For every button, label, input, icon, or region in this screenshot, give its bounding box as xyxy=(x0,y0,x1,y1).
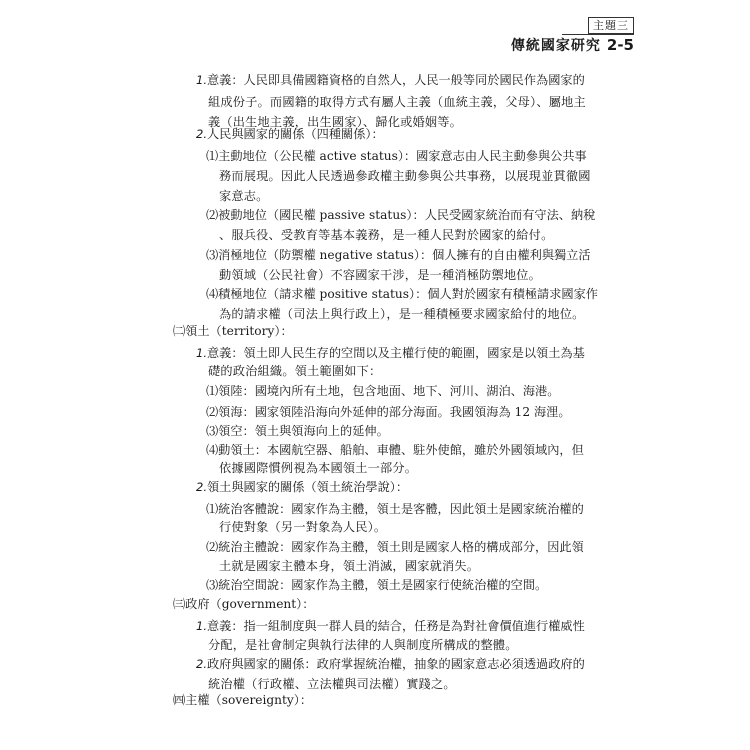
text-line xyxy=(219,458,417,478)
line-text: 統治權（行政權、立法權與司法權）實踐之。 xyxy=(208,677,456,691)
item-number: 2. xyxy=(196,657,207,671)
line-text: 領土與國家的關係（領土統治學說）： xyxy=(206,480,409,494)
section-heading xyxy=(173,594,314,614)
line-text: ⑶消極地位（防禦權 negative status）：個人擁有的自由權利與獨立活 xyxy=(206,248,591,262)
text-line xyxy=(206,440,584,460)
text-line xyxy=(208,361,381,381)
page-number: 2-5 xyxy=(606,36,634,54)
text-line xyxy=(196,70,585,90)
item-number: 2. xyxy=(196,127,207,141)
line-text: 政府與國家的關係：政府掌握統治權，抽象的國家意志必須透過政府的 xyxy=(206,657,585,671)
line-text: ㈢政府（government）： xyxy=(173,597,315,611)
text-line xyxy=(206,146,587,166)
line-text: 動領域（公民社會）不容國家干涉，是一種消極防禦地位。 xyxy=(219,268,542,282)
chapter-title: 傳統國家研究 xyxy=(510,38,601,54)
line-text: 意義：指一組制度與一群人員的結合，任務是為對社會價值進行權威性 xyxy=(206,619,585,633)
line-text: 分配，是社會制定與執行法律的人與制度所構成的整體。 xyxy=(208,638,518,652)
line-text: ㈡領土（territory）： xyxy=(173,324,293,338)
line-text: 家意志。 xyxy=(219,189,269,203)
line-text: 土就是國家主體本身，領土消滅，國家就消失。 xyxy=(219,559,480,573)
text-line xyxy=(219,166,591,186)
line-text: 組成份子。而國籍的取得方式有屬人主義（血統主義，父母）、屬地主 xyxy=(208,95,586,109)
line-text: 礎的政治組織。領土範圍如下： xyxy=(208,364,382,378)
text-line xyxy=(196,477,408,497)
text-line xyxy=(196,343,585,363)
line-text: ⑴主動地位（公民權 active status）：國家意志由人民主動參與公共事 xyxy=(206,149,587,163)
line-text: 行使對象（另一對象為人民）。 xyxy=(219,520,387,534)
text-line xyxy=(206,205,595,225)
text-line xyxy=(206,537,584,557)
text-line xyxy=(208,635,518,655)
item-number: 1. xyxy=(196,346,207,360)
text-line xyxy=(208,92,586,112)
item-number: 1. xyxy=(196,619,207,633)
line-text: 意義：領土即人民生存的空間以及主權行使的範圍，國家是以領土為基 xyxy=(206,346,585,360)
line-text: ⑷動領土：本國航空器、船舶、車體、駐外使館，雖於外國領域內，但 xyxy=(206,443,584,457)
section-heading xyxy=(173,690,312,710)
text-line xyxy=(219,556,479,576)
line-text: ㈣主權（sovereignty）： xyxy=(173,693,313,707)
line-text: ⑴統治客體說：國家作為主體，領土是客體，因此領土是國家統治權的 xyxy=(206,502,584,516)
text-line xyxy=(206,499,584,519)
item-number: 1. xyxy=(196,73,207,87)
text-line xyxy=(219,225,553,245)
text-line xyxy=(206,245,591,265)
theme-label: 主題三 xyxy=(588,17,634,34)
line-text: 人民與國家的關係（四種關係）： xyxy=(206,127,384,141)
line-text: ⑷積極地位（請求權 positive status）：個人對於國家有積極請求國家作 xyxy=(206,287,598,301)
line-text: 、服兵役、受教育等基本義務，是一種人民對於國家的給付。 xyxy=(219,228,554,242)
line-text: ⑶領空：領土與領海向上的延伸。 xyxy=(206,424,389,438)
section-heading xyxy=(173,321,293,341)
text-line xyxy=(219,265,541,285)
text-line xyxy=(196,654,585,674)
line-text: ⑴領陸：國境內所有土地，包含地面、地下、河川、湖泊、海港。 xyxy=(206,384,560,398)
text-line xyxy=(206,575,547,595)
text-line xyxy=(206,284,598,304)
line-text: ⑵被動地位（國民權 passive status）：人民受國家統治而有守法、納稅 xyxy=(206,208,596,222)
header-divider xyxy=(562,34,634,35)
text-line xyxy=(219,517,386,537)
text-line xyxy=(219,186,269,206)
text-line xyxy=(206,381,559,401)
line-text: 義（出生地主義，出生國家）、歸化或婚姻等。 xyxy=(208,115,463,129)
line-text: 依據國際慣例視為本國領土一部分。 xyxy=(219,461,418,475)
line-text: ⑵領海：國家領陸沿海向外延伸的部分海面。我國領海為 12 海浬。 xyxy=(206,405,571,419)
text-line xyxy=(206,402,571,422)
line-text: 務而展現。因此人民透過參政權主動參與公共事務，以展現並貫徹國 xyxy=(219,169,591,183)
line-text: ⑵統治主體說：國家作為主體，領土則是國家人格的構成部分，因此領 xyxy=(206,540,584,554)
line-text: 為的請求權（司法上與行政上），是一種積極要求國家給付的地位。 xyxy=(219,307,585,321)
text-line xyxy=(196,124,384,144)
text-line xyxy=(206,421,389,441)
text-line xyxy=(196,616,585,636)
item-number: 2. xyxy=(196,480,207,494)
line-text: ⑶統治空間說：國家作為主體，領土是國家行使統治權的空間。 xyxy=(206,578,548,592)
line-text: 意義：人民即具備國籍資格的自然人，人民一般等同於國民作為國家的 xyxy=(206,73,585,87)
